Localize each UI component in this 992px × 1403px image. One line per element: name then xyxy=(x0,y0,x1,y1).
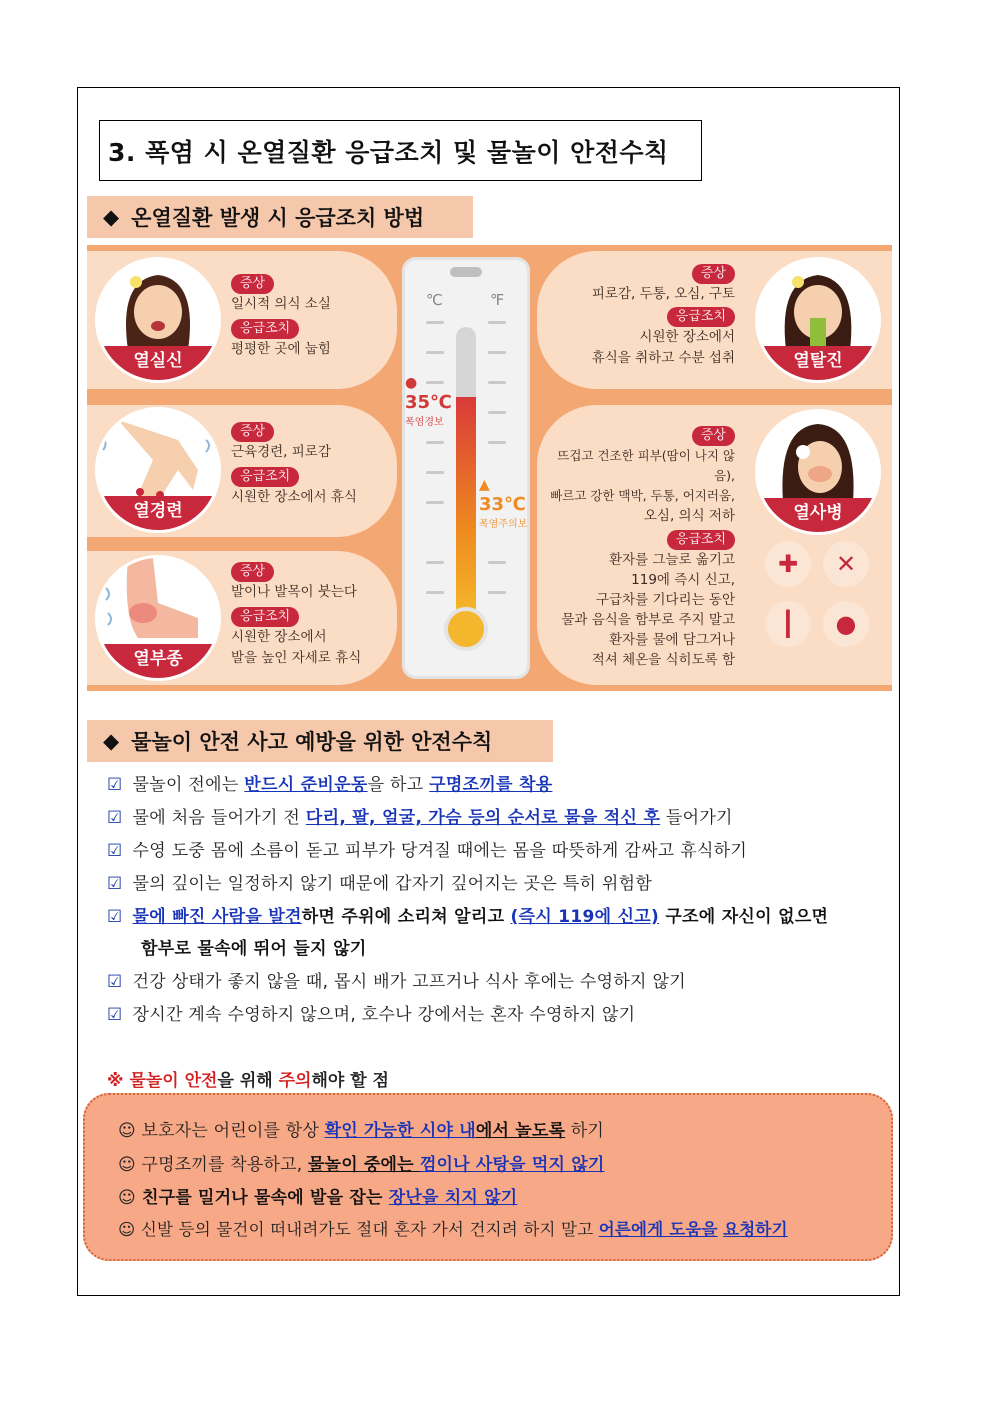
edema-label: 열부종 xyxy=(98,644,218,678)
checklist-item-continued: 함부로 물속에 뛰어 들지 않기 xyxy=(141,939,367,959)
emphasis: 어른에게 도움을 xyxy=(598,1220,718,1239)
symptom-tag: 증상 xyxy=(231,274,274,294)
text: 해야 할 점 xyxy=(311,1071,389,1091)
thermometer xyxy=(402,257,530,679)
tick xyxy=(426,321,444,324)
exhaustion-aid-1: 시원한 장소에서 xyxy=(639,329,735,345)
thermometer-icon: ┃ xyxy=(765,601,811,647)
diamond-icon: ◆ xyxy=(103,729,120,753)
exhaustion-illustration xyxy=(755,257,881,383)
face-icon xyxy=(758,260,878,350)
exhaustion-label: 열탈진 xyxy=(758,346,878,380)
emphasis: 껌이나 사탕을 먹지 않기 xyxy=(419,1155,605,1175)
checklist-item xyxy=(107,902,828,927)
emphasis: 에서 놀도록 xyxy=(475,1121,566,1141)
tip-item xyxy=(118,1150,605,1175)
aid-tag: 응급조치 xyxy=(231,467,299,487)
cramp-label: 열경련 xyxy=(98,496,218,530)
exhaustion-text xyxy=(557,263,735,369)
text: 구조에 자신이 없으면 xyxy=(659,907,829,927)
edema-symptom: 발이나 발목이 붓는다 xyxy=(231,584,357,600)
text: 보호자는 어린이를 항상 xyxy=(135,1121,325,1141)
stroke-aid-1: 환자를 그늘로 옮기고 xyxy=(609,552,735,568)
aid-tag: 응급조치 xyxy=(231,319,299,339)
symptom-tag: 증상 xyxy=(692,264,735,284)
celsius-unit: ℃ xyxy=(426,291,443,309)
heat-warning-marker xyxy=(405,371,452,428)
warning-triangle-icon: ▲ xyxy=(479,477,490,493)
text: 신발 등의 물건이 떠내려가도 절대 혼자 가서 건지려 하지 말고 xyxy=(135,1220,599,1239)
tick xyxy=(488,351,506,354)
emphasis: 반드시 준비운동 xyxy=(244,775,368,795)
tick xyxy=(488,321,506,324)
aid-tag: 응급조치 xyxy=(231,607,299,627)
checkbox-icon: ☑ xyxy=(107,808,123,828)
section-title: 물놀이 안전 사고 예방을 위한 안전수칙 xyxy=(131,730,493,754)
emphasis: 물놀이 중에는 xyxy=(307,1155,420,1175)
stroke-symptom-3: 오심, 의식 저하 xyxy=(643,508,735,524)
checkbox-icon: ☑ xyxy=(107,1005,123,1025)
syncope-aid: 평평한 곳에 눕힘 xyxy=(231,341,331,357)
tip-item xyxy=(118,1183,517,1208)
text: 구명조끼를 착용하고, xyxy=(135,1155,308,1175)
smile-icon: ☺ xyxy=(118,1188,136,1208)
checklist-item xyxy=(107,967,686,992)
warning-temp: 35℃ xyxy=(405,392,452,413)
tick xyxy=(426,501,444,504)
tick xyxy=(426,441,444,444)
checklist-item xyxy=(107,803,733,828)
tick xyxy=(488,591,506,594)
heat-illness-infographic xyxy=(87,245,892,691)
emphasis: 구명조끼를 착용 xyxy=(429,775,553,795)
tick xyxy=(488,561,506,564)
text: 물의 깊이는 일정하지 않기 때문에 갑자기 깊어지는 곳은 특히 위험함 xyxy=(132,874,653,894)
tick xyxy=(488,441,506,444)
emphasis: 요청하기 xyxy=(723,1220,788,1239)
aid-tag: 응급조치 xyxy=(667,530,735,550)
smile-icon: ☺ xyxy=(118,1220,136,1239)
caution-note xyxy=(107,1066,389,1091)
text: 주의 xyxy=(278,1071,312,1091)
stroke-symptom-2: 빠르고 강한 맥박, 두통, 어지러움, xyxy=(550,488,735,503)
reference-mark-icon: ※ xyxy=(107,1071,124,1091)
cramp-symptom: 근육경련, 피로감 xyxy=(231,444,331,460)
exhaustion-aid-2: 휴식을 취하고 수분 섭취 xyxy=(591,350,735,366)
emphasis: 확인 가능한 시야 내 xyxy=(324,1121,476,1141)
tick xyxy=(426,591,444,594)
emphasis: 물에 빠진 사람을 발견 xyxy=(132,907,302,927)
text: 물놀이 안전 xyxy=(129,1071,218,1091)
text: 하면 주위에 소리쳐 알리고 xyxy=(301,907,511,927)
siren-icon: ● xyxy=(405,375,418,391)
checkbox-icon: ☑ xyxy=(107,841,123,861)
checkbox-icon: ☑ xyxy=(107,775,123,795)
face-icon xyxy=(758,412,878,502)
symptom-tag: 증상 xyxy=(231,422,274,442)
checkbox-icon: ☑ xyxy=(107,874,123,894)
checkbox-icon: ☑ xyxy=(107,907,123,927)
fahrenheit-unit: ℉ xyxy=(490,291,505,309)
symptom-tag: 증상 xyxy=(692,426,735,446)
checkbox-icon: ☑ xyxy=(107,972,123,992)
section-heat-illness xyxy=(87,196,473,238)
exhaustion-symptom: 피로감, 두통, 오심, 구토 xyxy=(591,286,735,302)
smile-icon: ☺ xyxy=(118,1155,136,1175)
thermometer-hook xyxy=(450,267,482,277)
text: 장시간 계속 수영하지 않으며, 호수나 강에서는 혼자 수영하지 않기 xyxy=(132,1005,636,1025)
smile-icon: ☺ xyxy=(118,1121,136,1141)
checklist-item xyxy=(107,770,552,795)
stroke-symptom-1: 뜨겁고 건조한 피부(땀이 나지 않음), xyxy=(557,448,735,483)
tick xyxy=(426,351,444,354)
emphasis: (즉시 119에 신고) xyxy=(510,907,660,927)
stroke-aid-6: 적셔 체온을 식히도록 함 xyxy=(591,652,735,668)
text: 들어가기 xyxy=(660,808,733,828)
heat-advisory-marker xyxy=(479,473,527,530)
text: 물에 처음 들어가기 전 xyxy=(132,808,306,828)
stroke-illustration xyxy=(755,409,881,535)
tip-item xyxy=(118,1116,604,1141)
edema-text xyxy=(231,561,361,669)
section-water-safety xyxy=(87,720,553,762)
text: 을 하고 xyxy=(367,775,430,795)
diamond-icon: ◆ xyxy=(103,205,120,229)
syncope-symptom: 일시적 의식 소실 xyxy=(231,296,331,312)
edema-aid-1: 시원한 장소에서 xyxy=(231,629,327,645)
tick xyxy=(488,411,506,414)
text: 친구를 밀거나 물속에 발을 잡는 xyxy=(135,1188,389,1208)
stroke-aid-2: 119에 즉시 신고, xyxy=(631,572,735,588)
edema-aid-2: 발을 높인 자세로 휴식 xyxy=(231,650,362,666)
hand-icon xyxy=(98,410,218,500)
tick xyxy=(426,561,444,564)
stroke-label: 열사병 xyxy=(758,498,878,532)
syncope-text xyxy=(231,273,331,360)
advisory-temp: 33℃ xyxy=(479,494,526,515)
face-icon xyxy=(98,260,218,350)
text: 물놀이 전에는 xyxy=(132,775,245,795)
stroke-aid-5: 환자를 물에 담그거나 xyxy=(609,632,735,648)
checklist-item xyxy=(107,836,747,861)
section-title: 온열질환 발생 시 응급조치 방법 xyxy=(131,206,425,230)
text: 수영 도중 몸에 소름이 돋고 피부가 당겨질 때에는 몸을 따뜻하게 감싸고 휴식하기 xyxy=(132,841,748,861)
emphasis: 다리, 팔, 얼굴, 가슴 등의 순서로 물을 적신 후 xyxy=(305,808,661,828)
stroke-text xyxy=(542,425,735,670)
page-title: 3. 폭염 시 온열질환 응급조치 및 물놀이 안전수칙 xyxy=(99,120,702,181)
stroke-aid-3: 구급차를 기다리는 동안 xyxy=(596,592,735,608)
cramp-text xyxy=(231,421,357,508)
tick xyxy=(426,471,444,474)
stroke-aid-4: 물과 음식을 함부로 주지 말고 xyxy=(561,612,735,628)
no-food-icon: ✕ xyxy=(823,541,869,587)
aid-tag: 응급조치 xyxy=(667,307,735,327)
syncope-label: 열실신 xyxy=(98,346,218,380)
cramp-aid: 시원한 장소에서 휴식 xyxy=(231,489,357,505)
siren-icon: ● xyxy=(823,601,869,647)
emphasis: 장난을 치지 않기 xyxy=(388,1188,518,1208)
tick xyxy=(488,381,506,384)
foot-icon xyxy=(98,558,218,648)
thermometer-bulb xyxy=(444,607,488,651)
ambulance-icon: ✚ xyxy=(765,541,811,587)
warning-label: 폭염경보 xyxy=(405,417,444,428)
symptom-tag: 증상 xyxy=(231,562,274,582)
text: 을 위해 xyxy=(217,1071,279,1091)
text: 건강 상태가 좋지 않을 때, 몹시 배가 고프거나 식사 후에는 수영하지 않기 xyxy=(132,972,686,992)
thermometer-fill xyxy=(456,397,476,617)
tip-item xyxy=(118,1216,788,1240)
checklist-item xyxy=(107,869,652,894)
edema-illustration xyxy=(95,555,221,681)
cramp-illustration xyxy=(95,407,221,533)
syncope-illustration xyxy=(95,257,221,383)
checklist-item xyxy=(107,1000,635,1025)
text: 하기 xyxy=(565,1121,605,1141)
advisory-label: 폭염주의보 xyxy=(479,519,528,530)
